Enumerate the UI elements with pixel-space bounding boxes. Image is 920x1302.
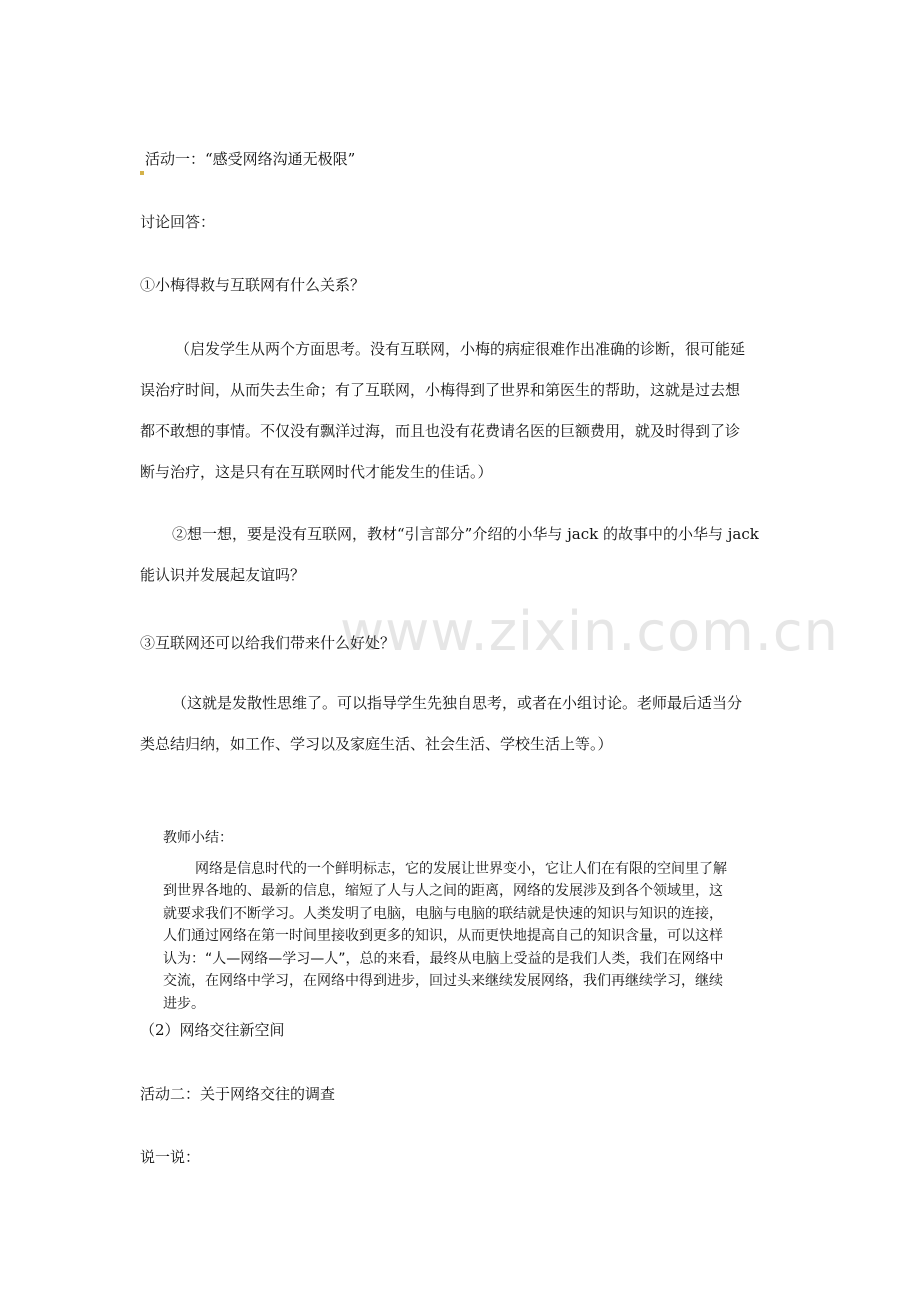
section-2-heading: （2）网络交往新空间 — [140, 1021, 285, 1039]
summary-title: 教师小结： — [163, 830, 233, 846]
answer-1 — [140, 334, 808, 488]
activity1-text: 活动一：“感受网络沟通无极限” — [145, 150, 356, 168]
summary-line: 到世界各地的、最新的信息，缩短了人与人之间的距离，网络的发展涉及到各个领域里，这 — [163, 883, 723, 899]
marker-dot — [140, 171, 144, 175]
answer-1-line: 断与治疗，这是只有在互联网时代才能发生的佳话。） — [140, 463, 493, 481]
watermark: www.zixin.com.cn — [340, 600, 839, 663]
summary-line: 认为：“人—网络—学习—人”，总的来看，最终从电脑上受益的是我们人类，我们在网络中 — [163, 950, 724, 967]
activity1-heading — [140, 144, 810, 175]
answer-3 — [140, 688, 808, 760]
answer-1-line: 误治疗时间，从而失去生命；有了互联网，小梅得到了世界和第医生的帮助，这就是过去想 — [140, 381, 741, 399]
activity2-heading: 活动二：关于网络交往的调查 — [140, 1085, 336, 1103]
answer-1-line: （启发学生从两个方面思考。没有互联网，小梅的病症很难作出准确的诊断，很可能延 — [175, 340, 746, 358]
teacher-summary — [163, 827, 763, 1015]
answer-1-line: 都不敢想的事情。不仅没有飘洋过海，而且也没有花费请名医的巨额费用，就及时得到了诊 — [140, 422, 741, 440]
discuss-label: 讨论回答： — [140, 213, 216, 231]
summary-line: 就要求我们不断学习。人类发明了电脑，电脑与电脑的联结就是快速的知识与知识的连接， — [163, 905, 723, 922]
summary-line: 网络是信息时代的一个鲜明标志，它的发展让世界变小，它让人们在有限的空间里了解 — [195, 860, 727, 877]
question-1: ①小梅得救与互联网有什么关系？ — [140, 276, 366, 294]
say-label: 说一说： — [140, 1148, 201, 1166]
summary-line: 交流，在网络中学习，在网络中得到进步，回过头来继续发展网络，我们再继续学习，继续 — [163, 973, 723, 989]
summary-line: 人们通过网络在第一时间里接收到更多的知识，从而更快地提高自己的知识含量，可以这样 — [163, 928, 723, 944]
summary-line: 进步。 — [163, 995, 205, 1012]
question-2-line: 能认识并发展起友谊吗？ — [140, 566, 306, 584]
answer-3-line: 类总结归纳，如工作、学习以及家庭生活、社会生活、学校生活上等。） — [140, 735, 613, 753]
question-2-line: ②想一想，要是没有互联网，教材“引言部分”介绍的小华与 jack 的故事中的小华与 jack — [172, 525, 759, 543]
question-3: ③互联网还可以给我们带来什么好处？ — [140, 634, 396, 652]
answer-3-line: （这就是发散性思维了。可以指导学生先独自思考，或者在小组讨论。老师最后适当分 — [172, 694, 743, 712]
question-2 — [140, 519, 808, 591]
